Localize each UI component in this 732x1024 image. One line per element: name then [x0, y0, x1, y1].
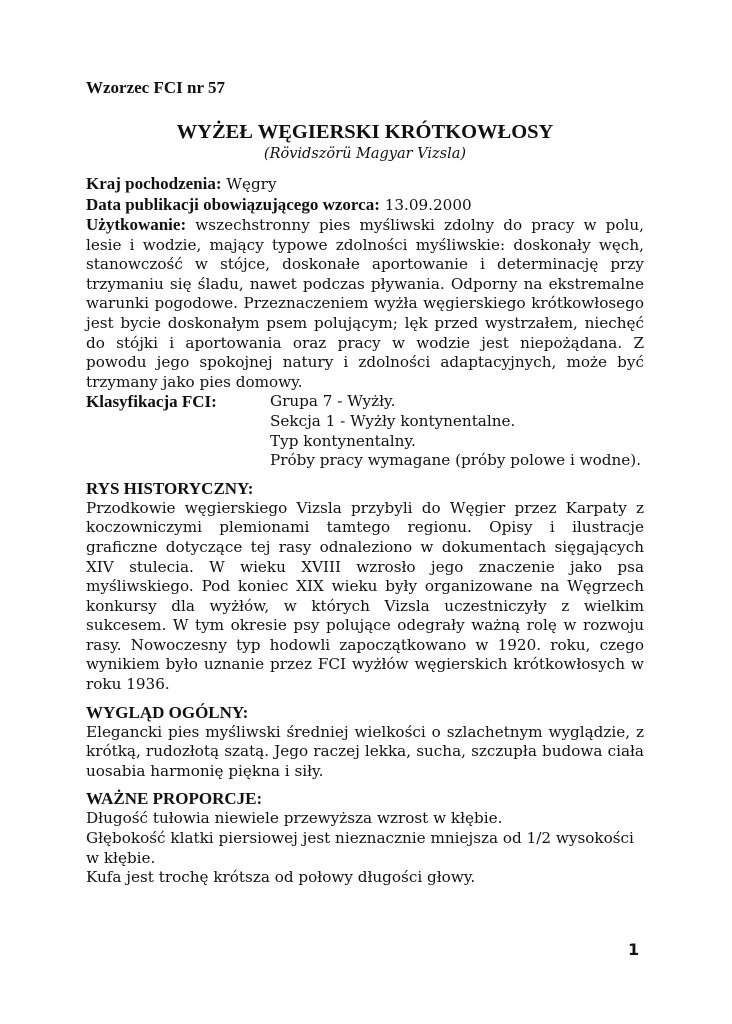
- history-paragraph: Przodkowie węgierskiego Vizsla przybyli do Węgier przez Karpaty z koczowniczymi plemionami tamtego regionu. Opisy i ilustracje graficzne dotyczące tej rasy odnaleziono w dokumentach sięgających XIV stulecia. W wieku XVIII wzrosło jego znaczenie jako psa myśliwskiego. Pod koniec XIX wieku były organizowane na Węgrzech konkursy dla wyżłów, w których Vizsla uczestniczyły z wielkim sukcesem. W tym okresie psy polujące odegrały ważną rolę w rozwoju rasy. Nowoczesny typ hodowli zapoczątkowano w 1920. roku, czego wynikiem było uznanie przez FCI wyżłów węgierskich krótkowłosych w roku 1936.: [86, 498, 644, 694]
- usage-label: Użytkowanie:: [86, 215, 187, 234]
- publication-label: Data publikacji obowiązującego wzorca:: [86, 194, 380, 214]
- proportion-chest-depth: Głębokość klatki piersiowej jest nieznacznie mniejsza od 1/2 wysokości w kłębie.: [86, 829, 634, 867]
- classification-label: Klasyfikacja FCI:: [86, 392, 217, 412]
- origin-line: [86, 174, 644, 195]
- standard-number: Wzorzec FCI nr 57: [86, 78, 225, 97]
- appearance-paragraph: Elegancki pies myśliwski średniej wielkości o szlachetnym wyglądzie, z krótką, rudozłotą szatą. Jego raczej lekka, sucha, szczupła budowa ciała uosabia harmonię piękna i siły.: [86, 722, 644, 780]
- proportions-heading: WAŻNE PROPORCJE:: [86, 789, 263, 809]
- classification-section: Sekcja 1 - Wyżły kontynentalne.: [270, 411, 516, 430]
- history-heading: RYS HISTORYCZNY:: [86, 478, 254, 498]
- usage-paragraph: [86, 215, 644, 392]
- classification-trials: Próby pracy wymagane (próby polowe i wodne).: [270, 451, 642, 470]
- breed-title: WYŻEŁ WĘGIERSKI KRÓTKOWŁOSY: [176, 121, 554, 143]
- classification-list: [270, 392, 644, 470]
- publication-value: 13.09.2000: [384, 195, 472, 214]
- usage-text: wszechstronny pies myśliwski zdolny do pracy w polu, lesie i wodzie, mający typowe zdolności myśliwskie: doskonały węch, stanowczość w stójce, doskonałe aportowanie i determinację przy trzymaniu się śladu, nawet podczas pływania. Odporny na ekstremalne warunki pogodowe. Przeznaczeniem wyżła węgierskiego krótkowłosego jest bycie doskonałym psem polującym; lęk przed wystrzałem, niechęć do stójki i aportowania oraz pracy w wodzie jest niepożądana. Z powodu jego spokojnej natury i zdolności adaptacyjnych, może być trzymany jako pies domowy.: [86, 216, 645, 391]
- classification-block: [86, 392, 644, 470]
- breed-native-name: (Rövidszörü Magyar Vizsla): [263, 146, 467, 162]
- proportion-body-length: Długość tułowia niewiele przewyższa wzrost w kłębie.: [86, 809, 503, 828]
- classification-type: Typ kontynentalny.: [270, 431, 416, 450]
- classification-group: Grupa 7 - Wyżły.: [270, 392, 396, 411]
- document-page: [86, 78, 644, 888]
- proportion-muzzle-length: Kufa jest trochę krótsza od połowy długości głowy.: [86, 868, 476, 887]
- origin-label: Kraj pochodzenia:: [86, 174, 222, 193]
- appearance-heading: WYGLĄD OGÓLNY:: [86, 702, 249, 722]
- publication-line: [86, 195, 644, 216]
- origin-value: Węgry: [226, 175, 277, 193]
- page-number: 1: [628, 940, 640, 959]
